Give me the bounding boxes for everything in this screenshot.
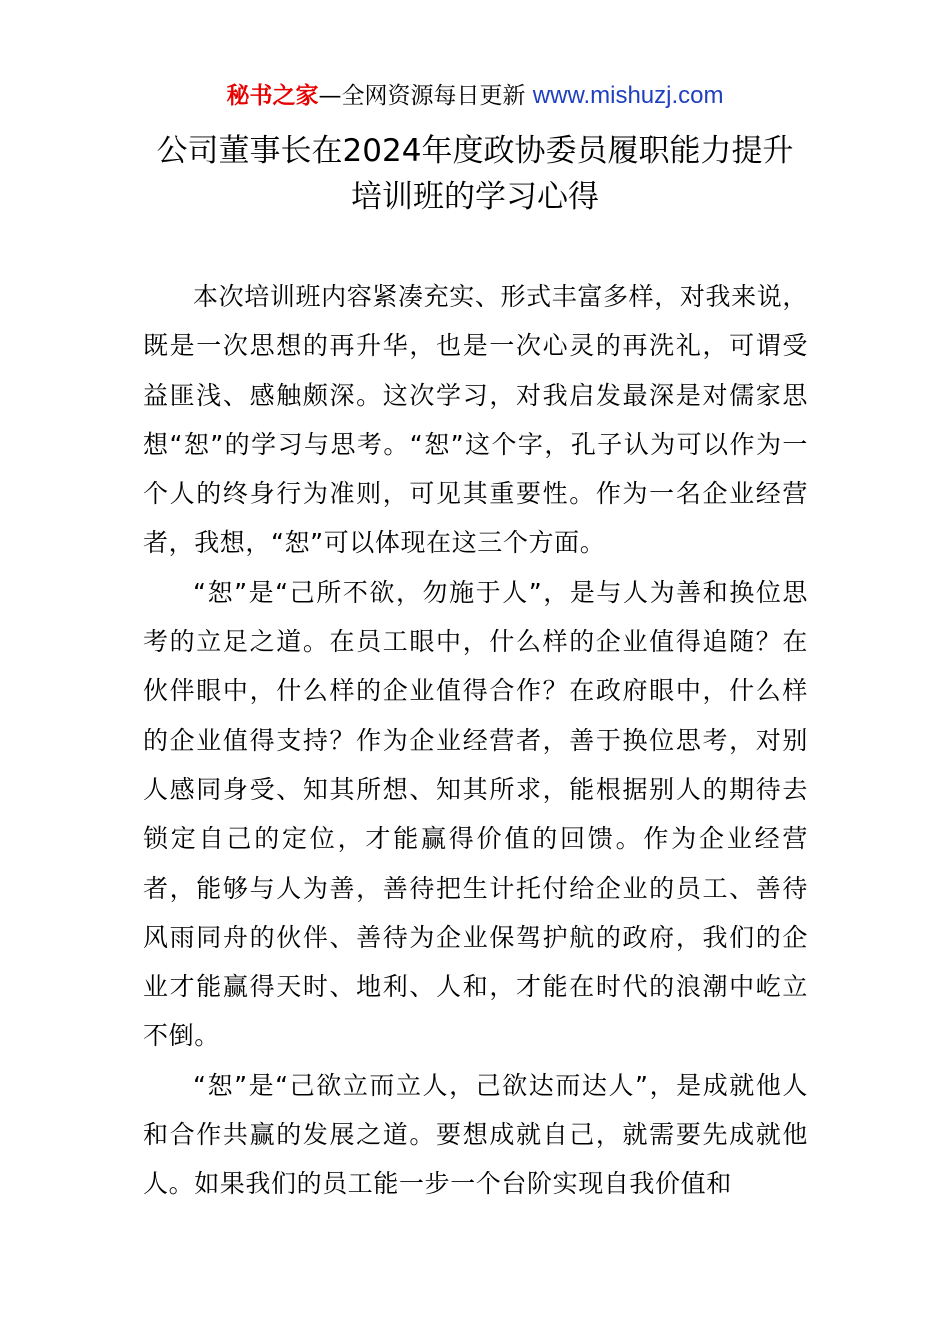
paragraph-1: 本次培训班内容紧凑充实、形式丰富多样，对我来说，既是一次思想的再升华，也是一次心灵的再洗礼，可谓受益匪浅、感触颇深。这次学习，对我启发最深是对儒家思想“恕”的学习与思考。“恕”这个字，孔子认为可以作为一个人的终身行为准则，可见其重要性。作为一名企业经营者，我想，“恕”可以体现在这三个方面。 <box>143 282 808 558</box>
title-line-1: 公司董事长在2024年度政协委员履职能力提升 <box>156 133 794 169</box>
site-url-link[interactable]: www.mishuzj.com <box>532 82 724 109</box>
document-body <box>143 272 808 1209</box>
title-line-2: 培训班的学习心得 <box>351 179 599 215</box>
paragraph-2: “恕”是“己所不欲，勿施于人”，是与人为善和换位思考的立足之道。在员工眼中，什么样的企业值得追随？在伙伴眼中，什么样的企业值得合作？在政府眼中，什么样的企业值得支持？作为企业经营者，善于换位思考，对别人感同身受、知其所想、知其所求，能根据别人的期待去锁定自己的定位，才能赢得价值的回馈。作为企业经营者，能够与人为善，善待把生计托付给企业的员工、善待风雨同舟的伙伴、善待为企业保驾护航的政府，我们的企业才能赢得天时、地利、人和，才能在时代的浪潮中屹立不倒。 <box>143 577 808 1051</box>
banner-tagline: —全网资源每日更新 <box>318 83 533 109</box>
paragraph-3: “恕”是“己欲立而立人，己欲达而达人”，是成就他人和合作共赢的发展之道。要想成就自己，就需要先成就他人。如果我们的员工能一步一个台阶实现自我价值和 <box>143 1070 808 1199</box>
brand-name: 秘书之家 <box>226 83 319 109</box>
site-banner <box>0 80 950 112</box>
document-title <box>60 128 890 220</box>
